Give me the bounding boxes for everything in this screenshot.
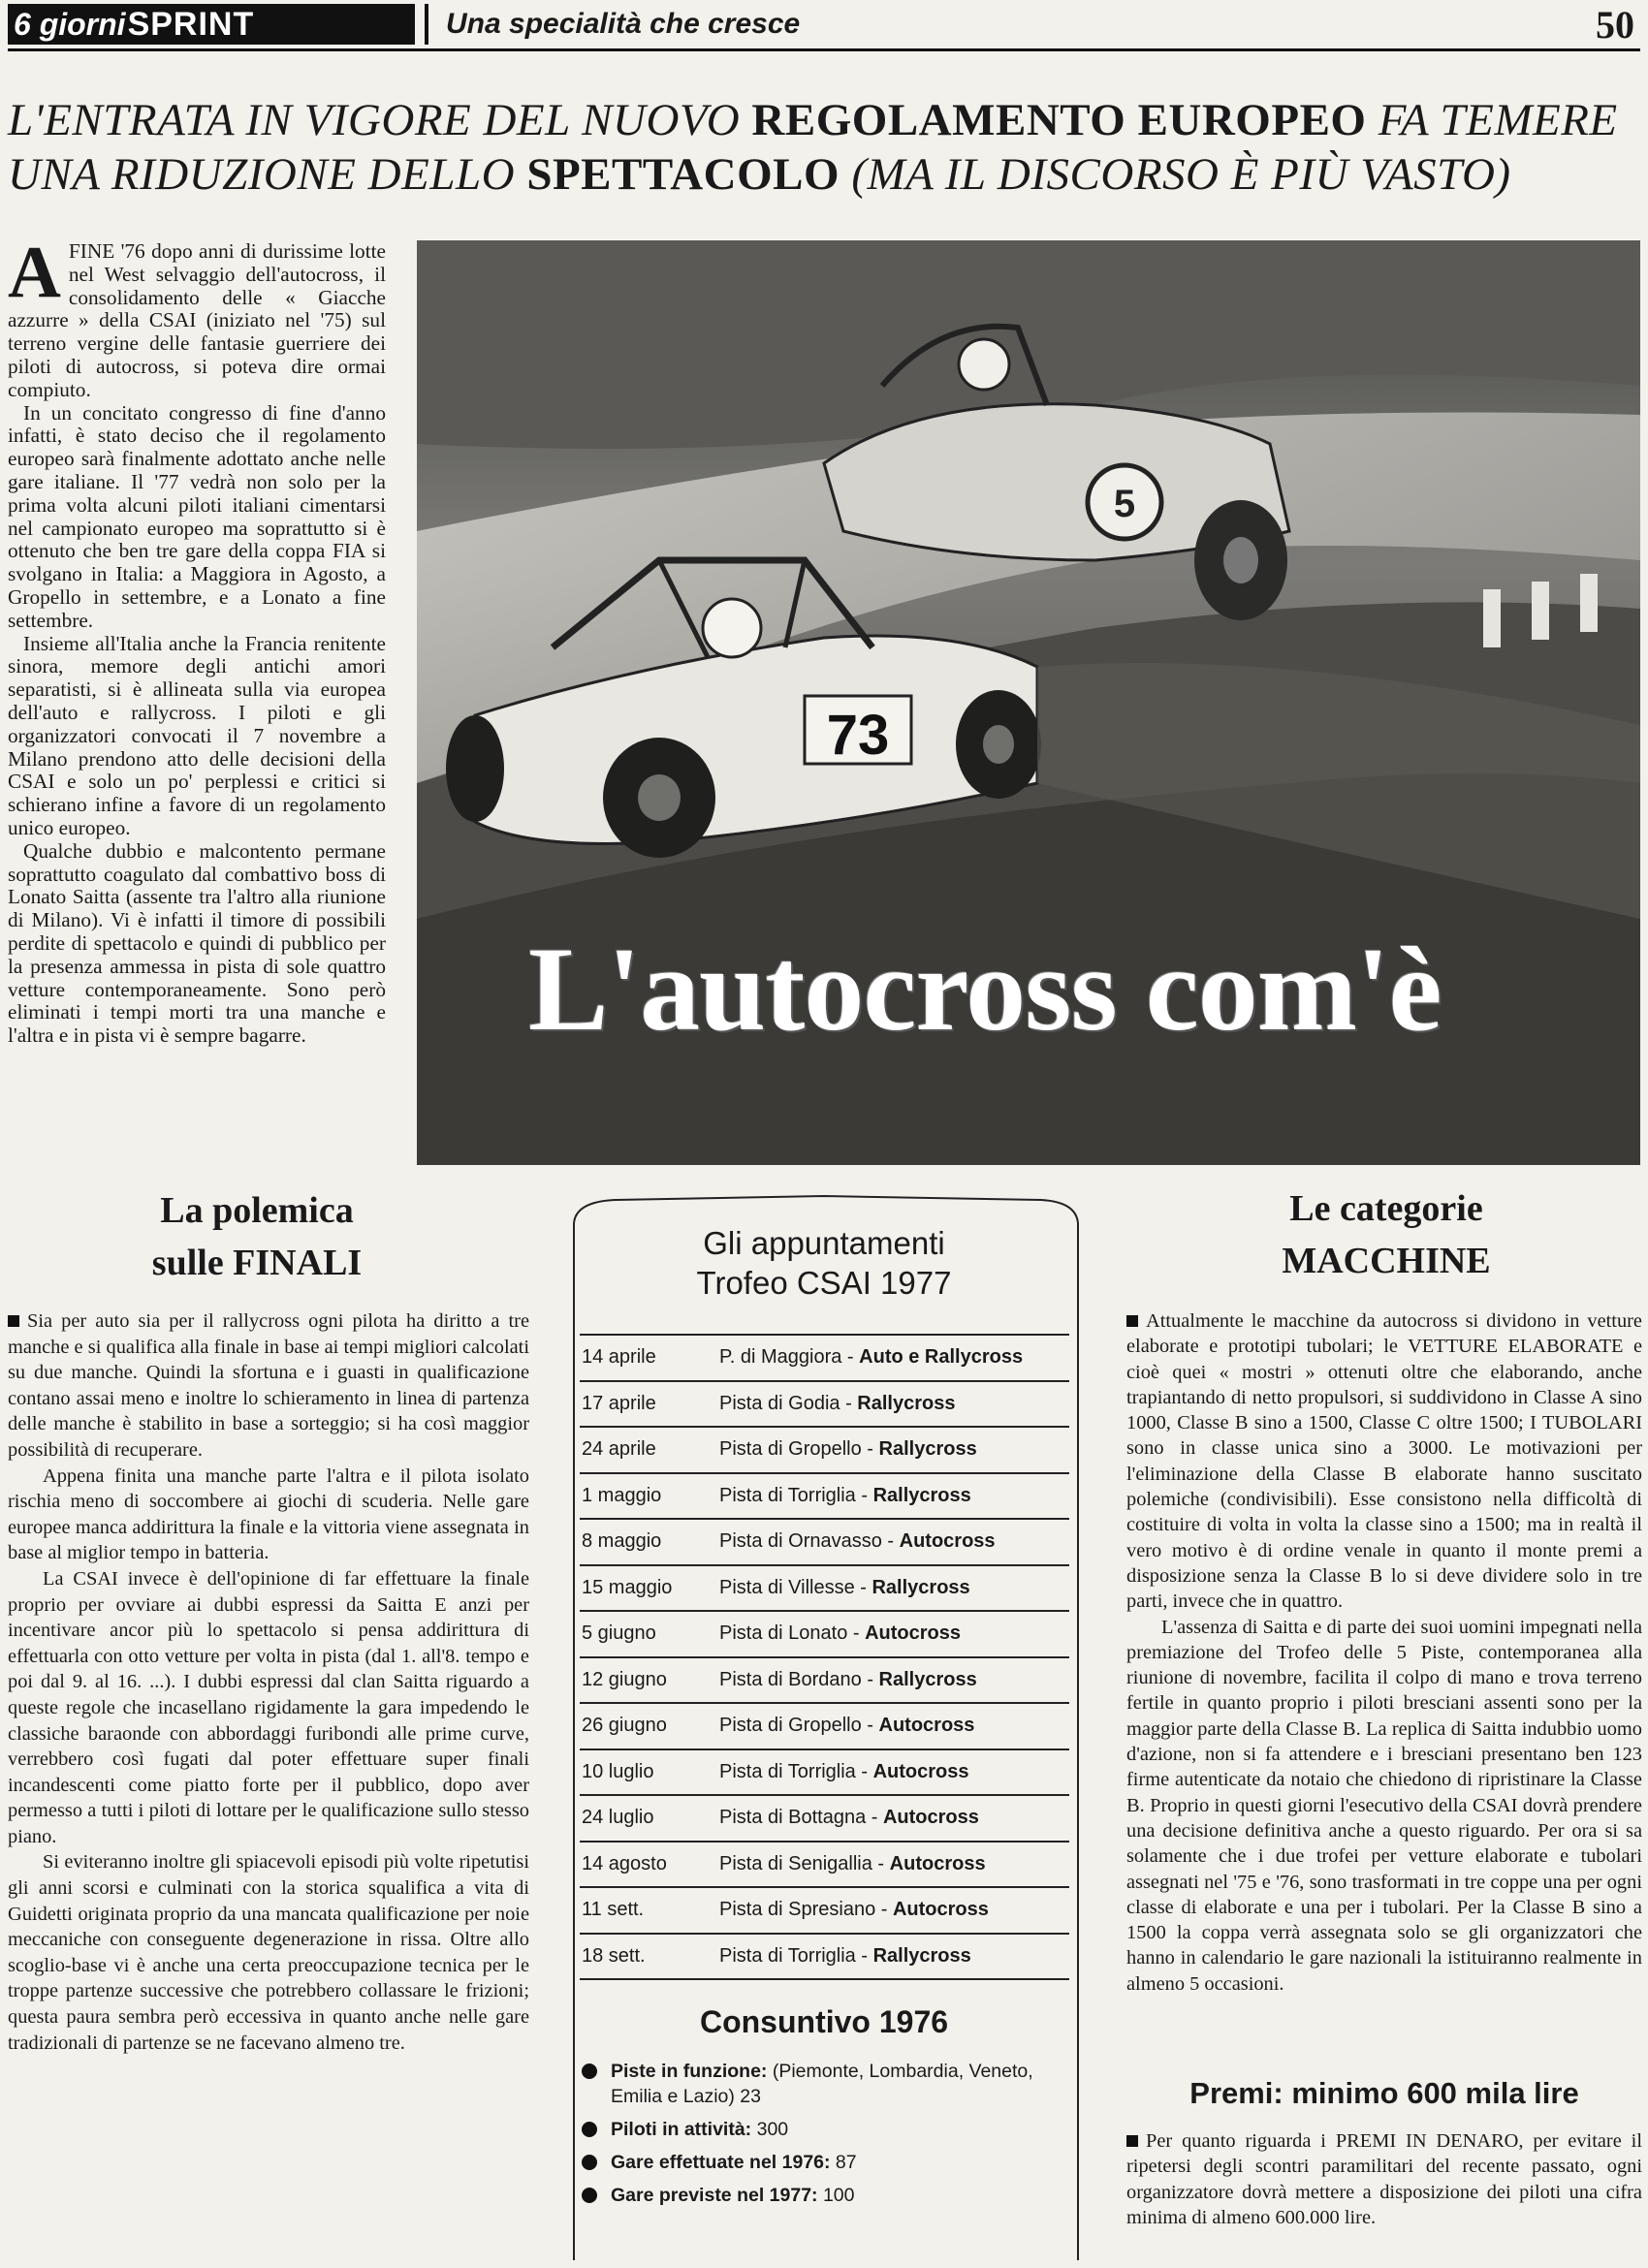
appointment-type: Rallycross — [872, 1484, 971, 1506]
appointment-venue: Pista di Senigallia - — [719, 1852, 890, 1874]
appointment-place — [719, 1393, 955, 1415]
appointment-row — [580, 1702, 1069, 1748]
polemica-paragraph: La CSAI invece è dell'opinione di far effettuare la finale proprio per ovviare ai dubbi espressi da Saitta E anzi per incentivare ancor più lo spettacolo si pensa addirittura di effettuarla con otto vetture per volta in pista (dal 1. all'8. tempo e poi dal 9. al 16. ...). I dubbi espressi dal clan Saitta riguardo a queste regole che incasellano rigidamente la gara impedendo le classiche baraonde con abbordaggi furibondi alle prime curve, verrebbero così fugati dal poter effettuare super finali incandescenti come piatto forte per il pubblico, dopo aver permesso a tutti i piloti di lottare per le qualificazione sullo stesso piano. — [8, 1567, 529, 1847]
appointments-title-line: Trofeo CSAI 1977 — [696, 1265, 952, 1301]
intro-column — [8, 232, 386, 1048]
consuntivo-value: 87 — [830, 2152, 857, 2173]
bullet-dot-icon — [582, 2155, 597, 2170]
appointment-venue: Pista di Spresiano - — [719, 1899, 893, 1921]
consuntivo-title: Consuntivo 1976 — [699, 2004, 949, 2039]
appointment-row — [580, 1564, 1069, 1611]
appointment-venue: Pista di Torriglia - — [719, 1760, 873, 1782]
appointment-venue: Pista di Ornavasso - — [719, 1530, 900, 1553]
appointment-type: Rallycross — [872, 1944, 971, 1967]
categorie-text: Attualmente le macchine da autocross si dividono in vetture elaborate e prototipi tubolari; le VETTURE ELABORATE e cioè quei « mostri » ottenuti oltre che elaborando, anche trapiantando di netto propulsori, si suddividono in Classe A sino 1000, Classe B sino a 1500, Classe C oltre 1500; I TUBOLARI sono in classe unica sino a 3000. Le motivazioni per l'eliminazione della Classe B elaborate hanno suscitato polemiche (condivisibili). Esse consistono nella difficoltà di costituire di volta in volta la classe sino a 1500; ma in realtà il vero motivo è di ordine venale in quanto il monte premi a disposizione senza la Classe B lo si deve dividere solo in tre parti, invece che in quattro. — [1126, 1310, 1642, 1613]
categorie-title-line: MACCHINE — [1282, 1241, 1491, 1281]
appointment-venue: Pista di Lonato - — [719, 1622, 866, 1645]
headline-part: UNA RIDUZIONE DELLO — [8, 149, 516, 200]
appointment-place — [719, 1669, 977, 1691]
premi-title: Premi: minimo 600 mila lire — [1189, 2076, 1579, 2110]
appointment-row — [580, 1334, 1069, 1380]
appointment-row — [580, 1794, 1069, 1841]
premi-text: Per quanto riguarda i PREMI IN DENARO, per evitare il ripetersi degli scontri paramilitari del recente passato, ogni organizzatore dovrà mettere a disposizione dei piloti una cifra minima di almeno 600.000 lire. — [1126, 2130, 1642, 2228]
consuntivo-item — [582, 2059, 1086, 2109]
appointment-date: 11 sett. — [582, 1899, 645, 1921]
appointment-row — [580, 1933, 1069, 1981]
appointment-date: 15 maggio — [582, 1576, 673, 1598]
appointment-venue: Pista di Gropello - — [719, 1715, 879, 1737]
appointments-table — [580, 1334, 1069, 1980]
appointment-type: Autocross — [878, 1715, 975, 1737]
categorie-paragraph: L'assenza di Saitta e di parte dei suoi uomini impegnati nella premiazione del Trofeo delle 5 Piste, contemporanea alla riunione di novembre, facilita il colpo di mano e trova terreno fertile in quanto proprio i piloti bresciani assenti sono per la maggior parte della Classe B. La replica di Saitta indubbio uomo d'azione, non si fa attendere e i bresciani presentano ben 123 firme autenticate da notaio che chiedono di ripristinare la Classe B. Proprio in questi giorni l'esecutivo della CSAI dovrà prendere una decisione definitiva anche a questo riguardo. Per ora si sa solamente che i due trofei per vetture elaborate e tubolari assegnati nel '75 e '76, sono trasformati in tre coppe una per ogni classe di elaborate e una per i tubolari. Per la Classe B sino a 1500 la coppa verrà assegnata solo se gli organizzatori che hanno in calendario le gare nazionali la istituiranno realmente in almeno 5 occasioni. — [1126, 1616, 1642, 1995]
polemica-body — [8, 1308, 529, 2056]
appointment-date: 8 maggio — [582, 1530, 662, 1553]
consuntivo-item — [582, 2117, 1086, 2142]
appointment-date: 17 aprile — [582, 1392, 656, 1414]
section-tag: Una specialità che cresce — [425, 4, 800, 45]
headline-part: SPETTACOLO — [526, 149, 840, 200]
magazine-logo — [8, 4, 415, 45]
appointment-date: 18 sett. — [582, 1944, 646, 1967]
appointment-place — [719, 1945, 971, 1968]
square-bullet-icon — [1126, 1315, 1138, 1327]
polemica-title — [58, 1184, 456, 1289]
appointment-place — [719, 1715, 974, 1737]
bullet-dot-icon — [582, 2063, 597, 2079]
premi-paragraph — [1126, 2128, 1642, 2230]
appointment-place — [719, 1438, 977, 1461]
appointment-place — [719, 1807, 979, 1829]
track-post — [1580, 574, 1598, 632]
consuntivo-label: Piloti in attività: — [611, 2119, 752, 2140]
bullet-dot-icon — [582, 2122, 597, 2137]
appointment-row — [580, 1518, 1069, 1564]
consuntivo-text — [611, 2059, 1086, 2109]
appointment-row — [580, 1656, 1069, 1703]
polemica-title-line: La polemica — [160, 1190, 354, 1231]
square-bullet-icon — [8, 1315, 19, 1327]
appointment-date: 14 aprile — [582, 1346, 656, 1369]
appointment-place — [719, 1485, 971, 1507]
appointment-place — [719, 1622, 961, 1645]
consuntivo-text — [611, 2183, 855, 2208]
track-post — [1532, 582, 1549, 640]
categorie-body — [1126, 1308, 1642, 1997]
logo-prefix: 6 giorni — [14, 6, 126, 42]
appointment-type: Autocross — [889, 1852, 986, 1874]
appointment-place — [719, 1853, 986, 1875]
appointment-date: 14 agosto — [582, 1852, 667, 1874]
headline — [8, 93, 1640, 202]
appointment-row — [580, 1426, 1069, 1472]
appointments-title — [556, 1223, 1092, 1303]
consuntivo-list — [582, 2059, 1086, 2216]
masthead — [8, 4, 1640, 51]
appointment-type: Autocross — [882, 1807, 979, 1829]
appointment-row — [580, 1610, 1069, 1656]
appointment-date: 12 giugno — [582, 1668, 667, 1690]
appointment-venue: Pista di Torriglia - — [719, 1484, 873, 1506]
premi-body — [1126, 2128, 1642, 2230]
square-bullet-icon — [1126, 2135, 1138, 2147]
appointment-place — [719, 1761, 968, 1783]
consuntivo-value: 100 — [817, 2185, 855, 2206]
appointment-place — [719, 1577, 970, 1599]
consuntivo-text — [611, 2150, 857, 2175]
appointment-place — [719, 1530, 996, 1553]
track-post — [1483, 589, 1501, 647]
headline-part: (MA IL DISCORSO È PIÙ VASTO) — [851, 149, 1511, 200]
headline-part: REGOLAMENTO EUROPEO — [751, 95, 1367, 145]
consuntivo-value: (Piemonte, Lombardia, Veneto, Emilia e Lazio) 23 — [611, 2061, 1033, 2107]
appointment-row — [580, 1748, 1069, 1795]
appointment-date: 24 aprile — [582, 1438, 656, 1461]
headline-part: FA TEMERE — [1378, 95, 1618, 145]
photo-title: L'autocross com'è — [528, 923, 1442, 1055]
categorie-title-line: Le categorie — [1289, 1188, 1483, 1229]
appointment-row — [580, 1472, 1069, 1519]
consuntivo-value: 300 — [751, 2119, 789, 2140]
appointment-row — [580, 1380, 1069, 1427]
consuntivo-item — [582, 2183, 1086, 2208]
polemica-text: Sia per auto sia per il rallycross ogni pilota ha diritto a tre manche e si qualifica alla finale in base ai tempi migliori calcolati su due manche. Quindi la sfortuna e i guasti in qualificazione contano assai meno e inoltre lo schieramento in linea di partenza delle manche è stabilito in base a sorteggio; si ha così maggior possibilità di recuperare. — [8, 1310, 529, 1461]
polemica-paragraph — [8, 1308, 529, 1464]
car-back-number: 5 — [1113, 483, 1136, 525]
appointment-venue: Pista di Bordano - — [719, 1668, 879, 1690]
polemica-paragraph: Si eviteranno inoltre gli spiacevoli episodi più volte ripetutisi gli anni scorsi e culminati con la storica squalifica a vita di Guidetti originata proprio da una mancata qualificazione per noie meccaniche con conseguente degenerazione in rissa. Oltre allo scoglio-base vi è anche una certa preoccupazione tecnica per le troppe partenze successive che potrebbero collassare le frizioni; questa paura sembra però eccessiva in quanto anche nelle gare tradizionali di partenze se ne facevano almeno tre. — [8, 1851, 529, 2054]
consuntivo-label: Gare previste nel 1977: — [611, 2185, 818, 2206]
consuntivo-item — [582, 2150, 1086, 2175]
bullet-dot-icon — [582, 2188, 597, 2203]
appointment-date: 26 giugno — [582, 1715, 667, 1737]
appointment-type: Rallycross — [857, 1392, 956, 1414]
appointment-type: Autocross — [872, 1760, 969, 1782]
categorie-title — [1192, 1182, 1580, 1287]
appointment-venue: Pista di Gropello - — [719, 1438, 879, 1461]
appointment-row — [580, 1886, 1069, 1933]
intro-text: FINE '76 dopo anni di durissime lotte nel West selvaggio dell'autocross, il consolidamento delle « Giacche azzurre » della CSAI (iniziato nel '75) sul terreno vergine delle fantasie guerriere dei piloti di autocross, si poteva dire ormai compiuto. — [8, 239, 386, 401]
appointment-date: 24 luglio — [582, 1807, 654, 1829]
appointment-date: 10 luglio — [582, 1760, 654, 1782]
consuntivo-text — [611, 2117, 788, 2142]
drop-cap: A — [8, 232, 61, 313]
appointment-row — [580, 1841, 1069, 1887]
appointment-type: Autocross — [899, 1530, 996, 1553]
polemica-title-line: sulle FINALI — [151, 1243, 363, 1283]
headline-part: L'ENTRATA IN VIGORE DEL NUOVO — [8, 95, 741, 145]
appointment-type: Autocross — [865, 1622, 961, 1645]
polemica-paragraph: Appena finita una manche parte l'altra e il pilota isolato rischia meno di soccombere ai giochi di scuderia. Nelle gare europee manca addirittura la finale e la vittoria viene assegnata in base al miglior tempo in batteria. — [8, 1465, 529, 1564]
appointment-place — [719, 1346, 1023, 1369]
appointment-venue: P. di Maggiora - — [719, 1346, 860, 1369]
appointment-type: Auto e Rallycross — [859, 1346, 1024, 1369]
appointment-venue: Pista di Bottagna - — [719, 1807, 883, 1829]
car-front-number: 73 — [826, 704, 890, 767]
consuntivo-label: Gare effettuate nel 1976: — [611, 2152, 831, 2173]
appointment-place — [719, 1899, 989, 1921]
intro-paragraph: In un concitato congresso di fine d'anno infatti, è stato deciso che il regolamento europeo sarà finalmente adottato anche nelle gare italiane. Il '77 vedrà non solo per la prima volta alcuni piloti italiani cimentarsi nel campionato europeo ma soprattutto si è ottenuto che ben tre gare della coppa FIA si svolgano in Italia: a Maggiora in Agosto, a Gropello in settembre, e a Lonato a fine settembre. — [8, 400, 386, 632]
appointments-title-line: Gli appuntamenti — [703, 1225, 945, 1261]
appointment-type: Autocross — [892, 1899, 989, 1921]
appointment-date: 5 giugno — [582, 1622, 656, 1645]
appointment-date: 1 maggio — [582, 1484, 662, 1506]
logo-name: SPRINT — [127, 5, 255, 43]
intro-paragraph: Insieme all'Italia anche la Francia renitente sinora, memore degli antichi amori separatisti, si è allineata sulla via europea dell'auto e rallycross. I piloti e gli organizzatori convocati il 7 novembre a Milano prendono atto delle decisioni della CSAI e solo un po' perplessi e critici si schierano infine a favore di un regolamento unico europeo. — [8, 631, 386, 839]
page-number: 50 — [1596, 3, 1634, 47]
intro-paragraph — [8, 232, 386, 402]
appointment-type: Rallycross — [872, 1576, 970, 1598]
appointment-type: Rallycross — [878, 1668, 977, 1690]
categorie-paragraph — [1126, 1308, 1642, 1615]
intro-paragraph: Qualche dubbio e malcontento permane soprattutto coagulato dal combattivo boss di Lonato Saitta (assente tra l'altro alla riunione di Milano). Vi è infatti il timore di possibili perdite di spettacolo e quindi di pubblico per la presenza ammessa in pista di sole quattro vetture contemporaneamente. Sono però eliminati i tempi morti tra una manche e l'altra e in pista vi è sempre bagarre. — [8, 838, 386, 1048]
appointment-venue: Pista di Villesse - — [719, 1576, 872, 1598]
appointment-venue: Pista di Torriglia - — [719, 1944, 873, 1967]
appointment-venue: Pista di Godia - — [719, 1392, 858, 1414]
appointment-type: Rallycross — [878, 1438, 977, 1461]
consuntivo-label: Piste in funzione: — [611, 2061, 768, 2082]
